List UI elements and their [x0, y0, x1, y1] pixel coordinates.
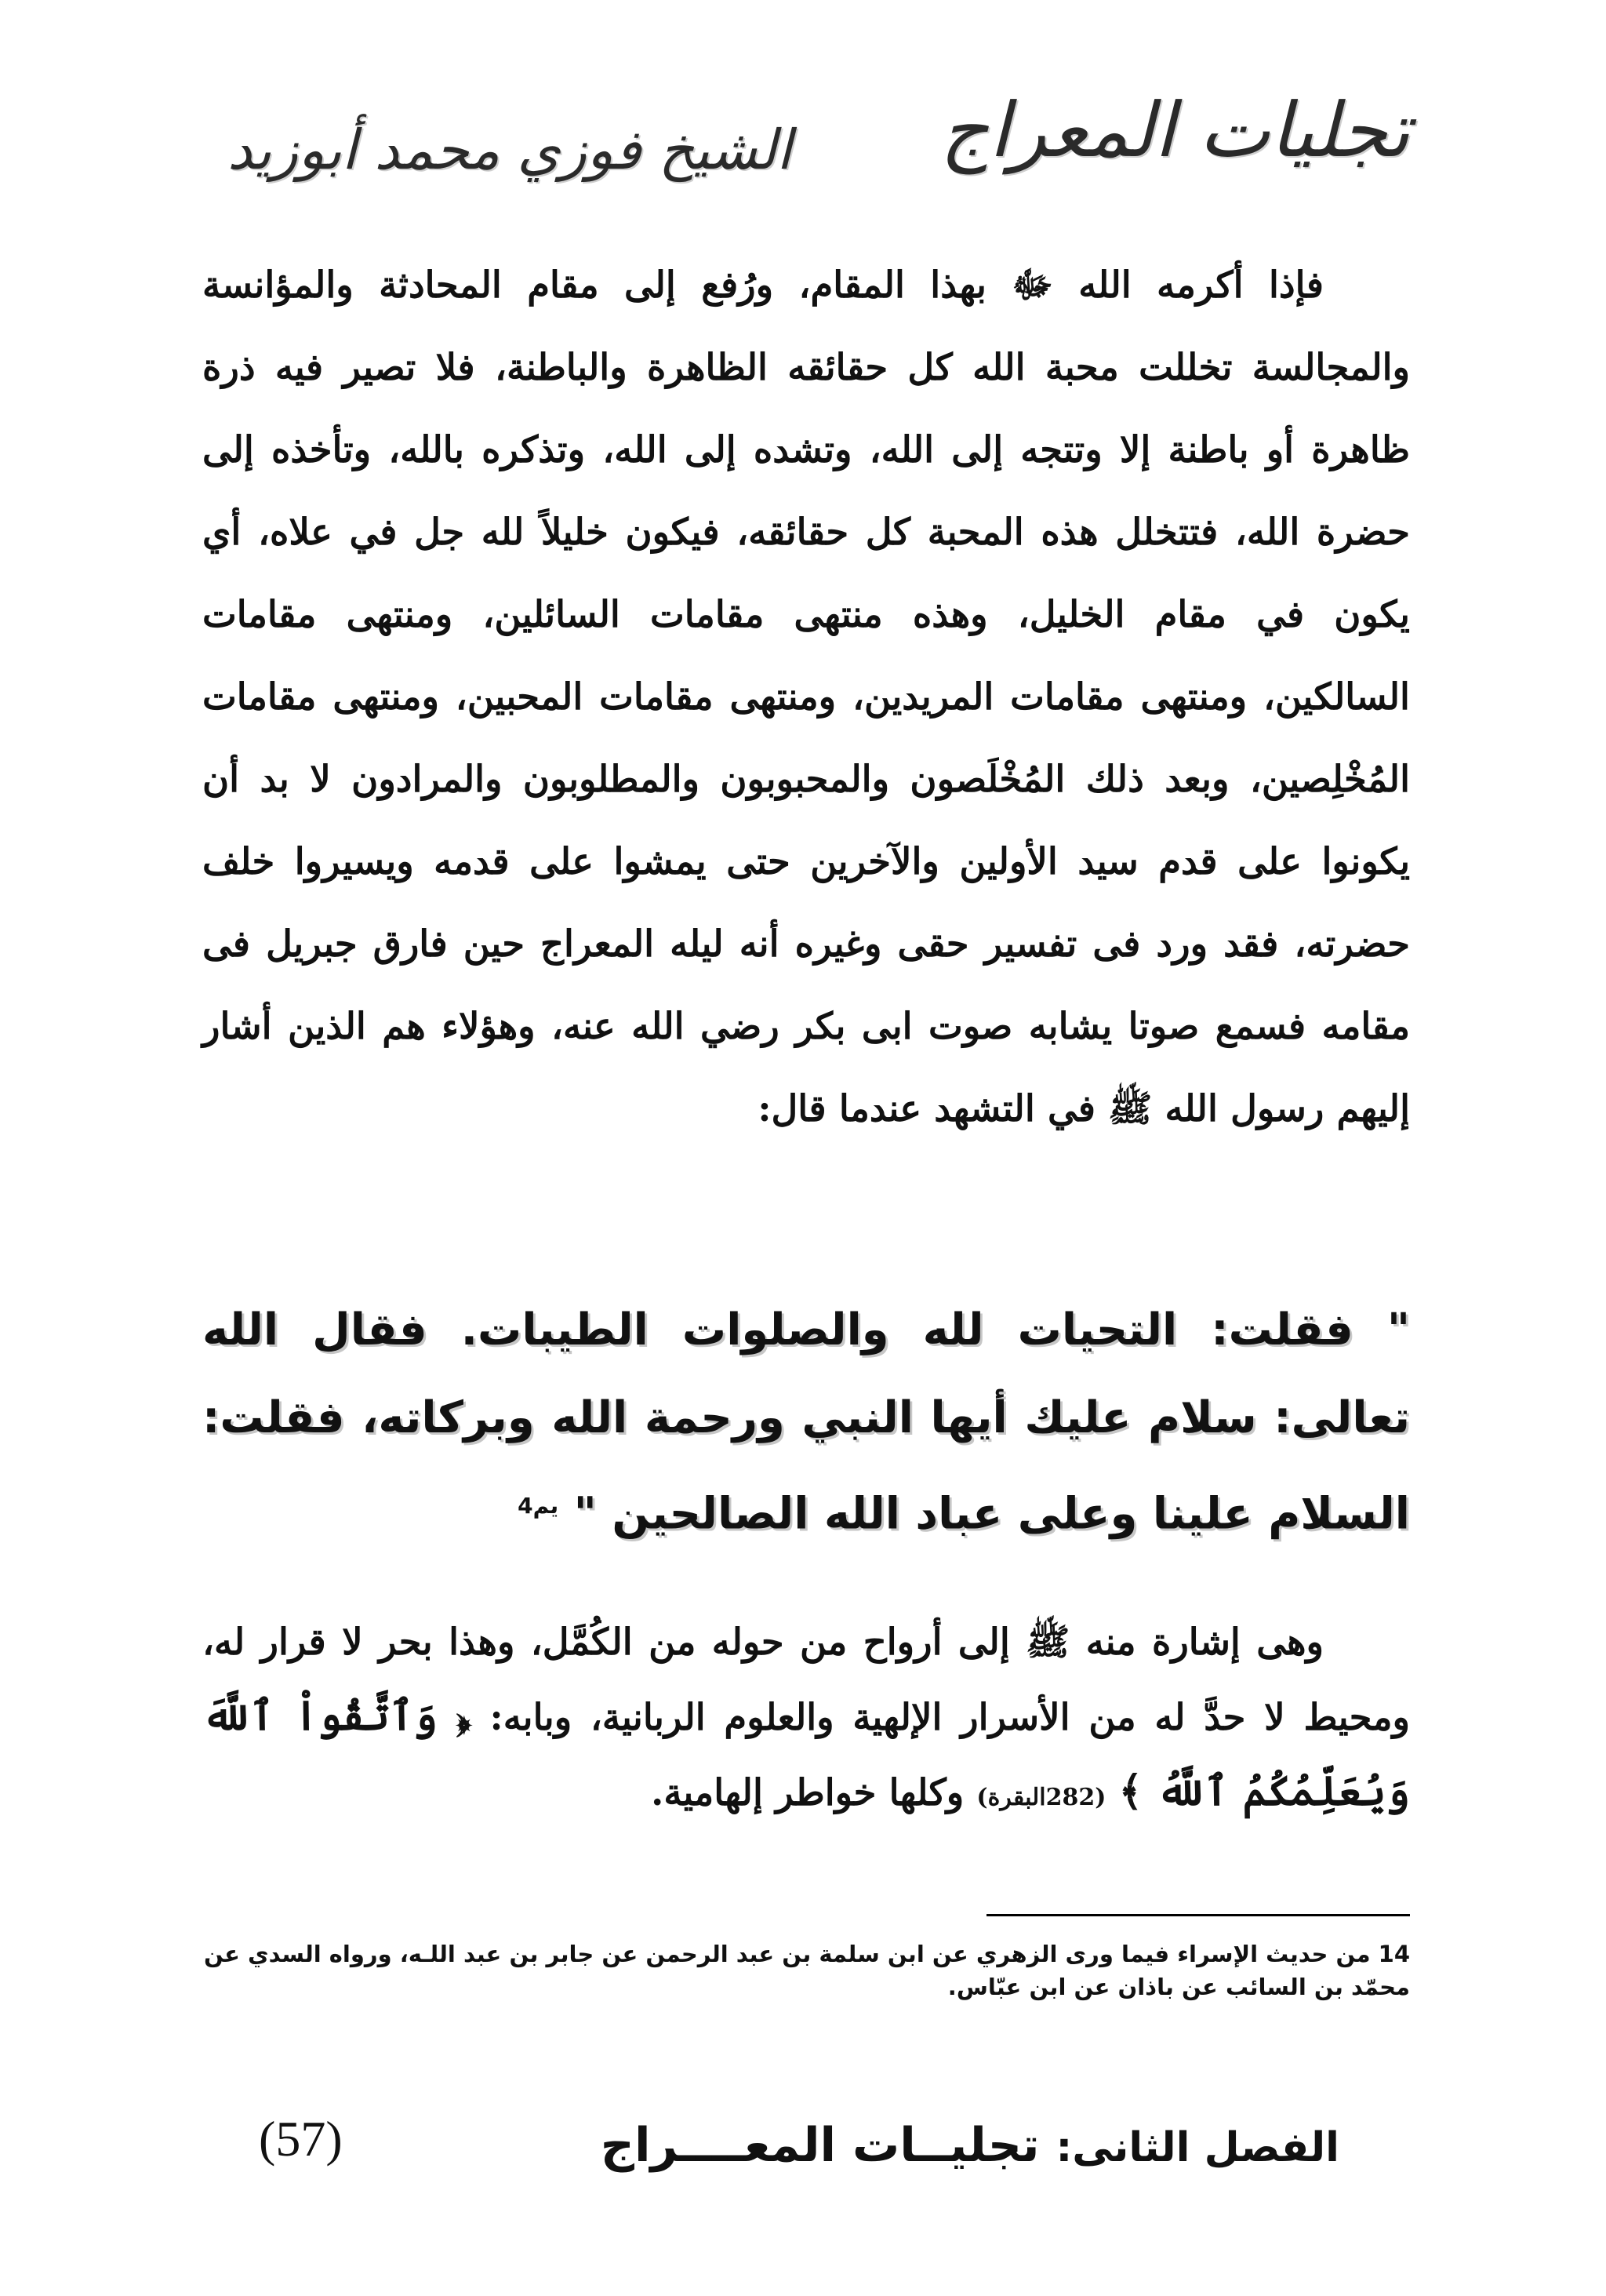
body-line: علاه، أي يكون في مقام الخليل، وهذه منتهى مقامات السائلين، — [202, 510, 1410, 635]
body-line: المحبين، ومنتهى مقامات المُخْلِصين، وبعد ذلك المُخْلَصون والمحبوبون — [202, 675, 1410, 800]
chapter-title: تجليــات المعــــراج — [600, 2118, 1040, 2173]
para2-tail: وكلها خواطر إلهامية. — [651, 1770, 965, 1814]
body-line: ظاهرة أو باطنة إلا وتتجه إلى الله، وتشده إلى الله، وتذكره بالله، وتأخذه — [253, 428, 1410, 471]
body-line: وغيره أنه ليله المعراج حين فارق جبريل فى مقامه فسمع صوتا يشابه — [202, 922, 1410, 1047]
verse-reference: (282البقرة) — [976, 1784, 1106, 1811]
body-line: ومنتهى مقامات السالكين، ومنتهى مقامات المريدين، ومنتهى مقامات — [202, 592, 1410, 718]
chapter-footer — [601, 2118, 1339, 2173]
body-line: فإذا أكرمه الله ﷻ بهذا المقام، ورُفع إلى مقام المحادثة والمؤانسة — [202, 263, 1324, 306]
body-line: إلى حضرة الله، فتتخلل هذه المحبة كل حقائقه، فيكون خليلاً لله جل في — [202, 428, 1410, 553]
body-line: صوت ابى بكر رضي الله عنه، وهؤلاء هم الذين أشار إليهم رسول الله ﷺ في — [202, 1004, 1410, 1130]
body-line: والمطلوبون والمرادون لا بد أن يكونوا على قدم سيد الأولين والآخرين — [202, 757, 1411, 882]
quote-text: " فقلت: التحيات لله والصلوات الطيبات. فقال الله تعالى: سلام عليك أيها النبي ورحمة الله وبركاته، فقلت: السلام علينا وعلى عباد الله الصالحين " — [202, 1304, 1410, 1540]
second-paragraph — [202, 1604, 1410, 1835]
book-title-logo: تجليات المعراج — [940, 86, 1410, 174]
body-text — [202, 243, 1410, 1149]
tashahhud-quote — [202, 1286, 1410, 1559]
footnote-marker: يم4 — [518, 1493, 559, 1519]
chapter-label: الفصل الثانى: — [1056, 2124, 1339, 2171]
page-header — [0, 86, 1606, 235]
body-line: التشهد عندما قال: — [758, 1086, 1035, 1130]
main-paragraph — [202, 243, 1410, 1149]
footnote: 14 من حديث الإسراء فيما ورى الزهري عن ابن سلمة بن عبد الرحمن عن جابر بن عبد اللـه، ورواه السدي عن محمّد بن السائب عن باذان عن ابن عبّاس. — [204, 1941, 1410, 2000]
body-line: والمجالسة تخللت محبة الله كل حقائقه الظاهرة والباطنة، فلا تصير فيه ذرة — [202, 345, 1410, 388]
page-number: (57) — [259, 2111, 343, 2167]
quran-verse: وَٱتَّقُواْ ٱللَّهَ وَيُعَلِّمُكُمُ ٱللَّهُ ﴾ — [202, 1692, 1410, 1815]
footnote-divider — [986, 1914, 1410, 1916]
para2-line1: وهى إشارة منه ﷺ إلى أرواح من حوله من الكُمَّل، وهذا بحر لا — [342, 1620, 1324, 1663]
author-logo: الشيخ فوزي محمد أبوزيد — [227, 118, 792, 182]
body-line: حتى يمشوا على قدمه ويسيروا خلف حضرته، فقد ورد فى تفسير حقى — [202, 839, 1410, 965]
para2-line2: قرار له، ومحيط لا حدَّ له من الأسرار الإلهية والعلوم الربانية، وبابه: ﴿ — [202, 1620, 1410, 1738]
